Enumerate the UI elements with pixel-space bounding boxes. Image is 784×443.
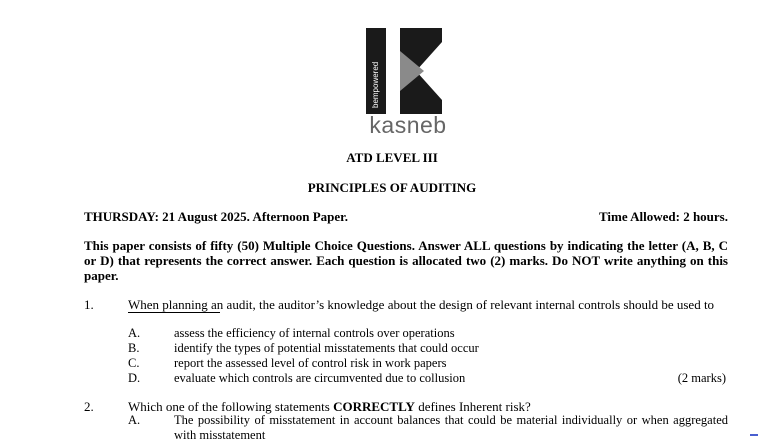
q2-option-a-letter: A. bbox=[128, 413, 141, 427]
q1-option-b-letter: B. bbox=[128, 341, 140, 355]
q1-option-d-text: evaluate which controls are circumvented due to collusion bbox=[174, 371, 466, 385]
q1-option-b-text: identify the types of potential misstatements that could occur bbox=[174, 341, 479, 355]
scroll-marker bbox=[750, 434, 758, 436]
q1-option-d-letter: D. bbox=[128, 371, 141, 385]
q1-option-c-text: report the assessed level of control risk in work papers bbox=[174, 356, 447, 370]
q2-option-a-text: The possibility of misstatement in account balances that could be material individually or when aggregated with misstatement bbox=[174, 413, 728, 442]
kasneb-k-logo-icon bbox=[366, 28, 446, 118]
exam-level: ATD LEVEL III bbox=[346, 150, 438, 165]
question-2-text-after: defines Inherent risk? bbox=[414, 399, 531, 414]
logo-tagline: bempowered bbox=[371, 61, 380, 108]
question-1-text: When planning an audit, the auditor’s knowledge about the design of relevant internal controls should be used to bbox=[128, 297, 715, 312]
question-2-text-before: Which one of the following statements bbox=[128, 399, 334, 414]
question-2-number: 2. bbox=[84, 399, 94, 414]
question-2-emphasis: CORRECTLY bbox=[333, 399, 415, 414]
q1-option-a-text: assess the efficiency of internal controls over operations bbox=[174, 326, 455, 340]
exam-subject: PRINCIPLES OF AUDITING bbox=[307, 180, 477, 195]
logo-wordmark: kasneb bbox=[369, 112, 447, 138]
exam-date: THURSDAY: 21 August 2025. Afternoon Paper. bbox=[84, 209, 349, 224]
time-allowed: Time Allowed: 2 hours. bbox=[598, 209, 728, 224]
answer-blank bbox=[128, 312, 220, 313]
q1-option-a-letter: A. bbox=[128, 326, 141, 340]
q1-marks: (2 marks) bbox=[677, 371, 726, 385]
instructions: This paper consists of fifty (50) Multiple Choice Questions. Answer ALL questions by indicating the letter (A, B, C or D) that represents the correct answer. Each question is allocated two (2) marks. Do NOT write anything on this paper. bbox=[84, 238, 728, 283]
question-1-number: 1. bbox=[84, 297, 94, 312]
q1-option-c-letter: C. bbox=[128, 356, 140, 370]
